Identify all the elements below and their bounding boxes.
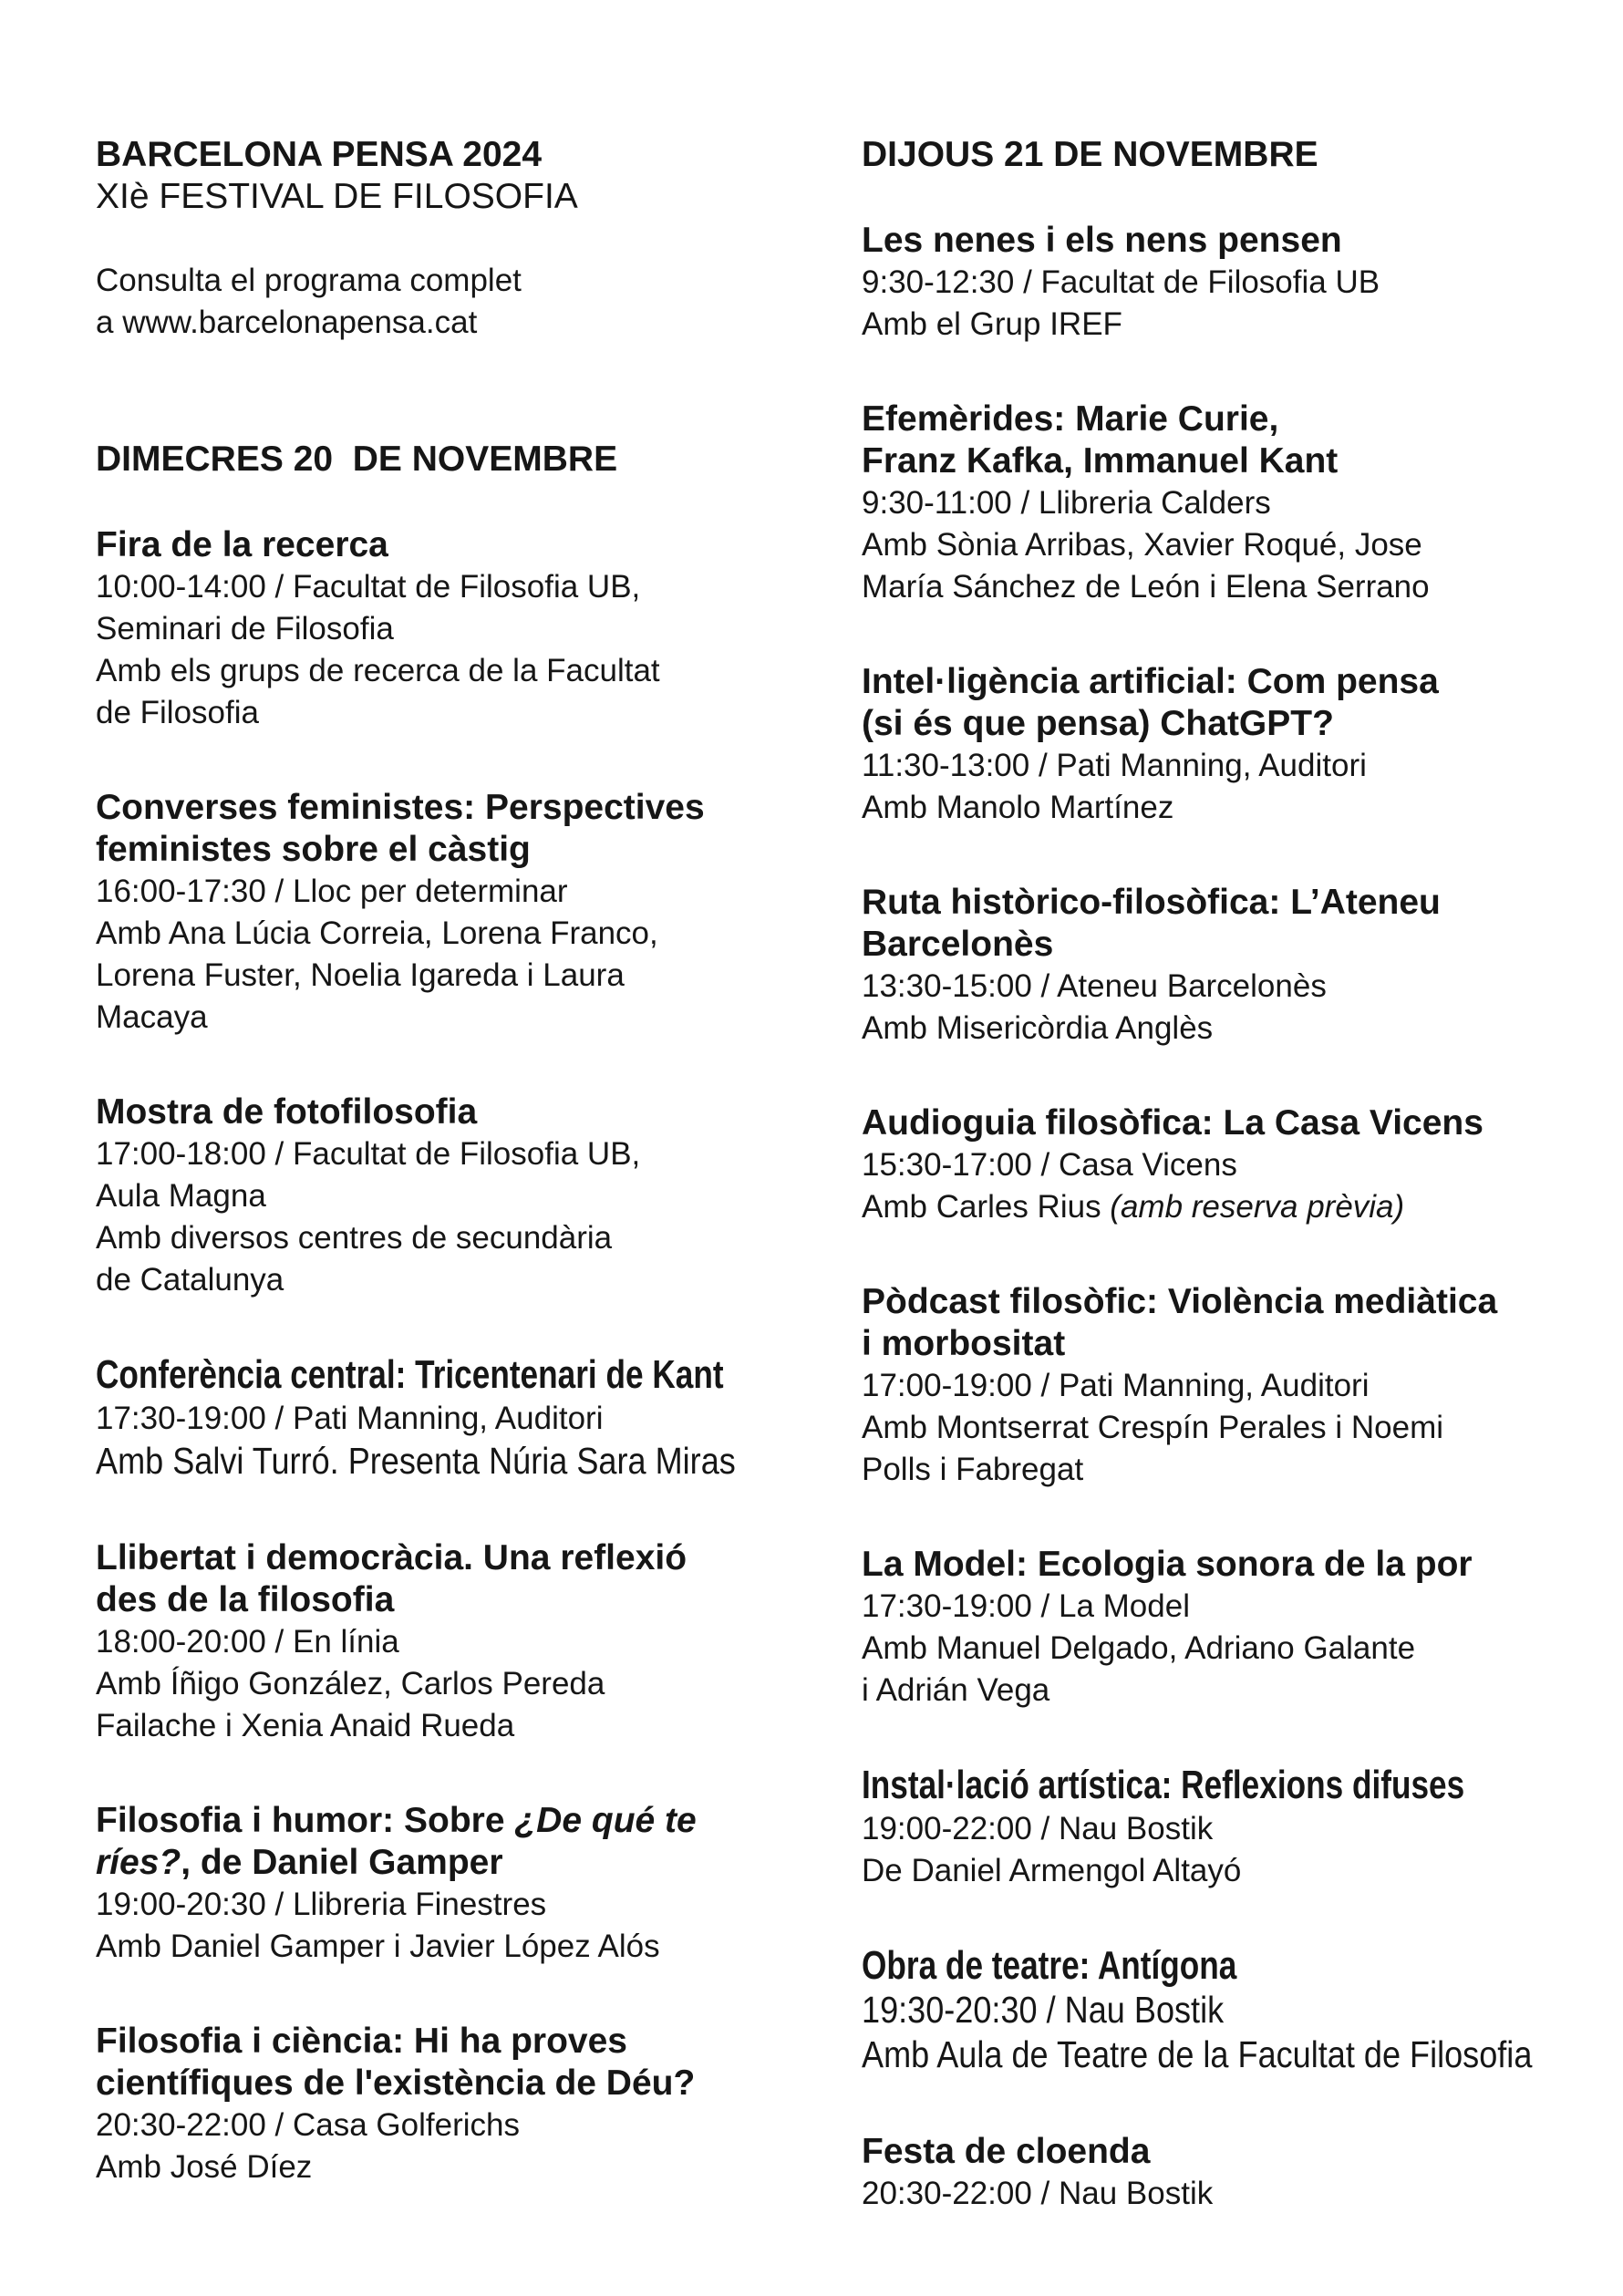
text: María Sánchez de León i Elena Serrano	[862, 569, 1430, 605]
event-title-line	[96, 788, 705, 827]
text: (si és que pensa) ChatGPT?	[862, 704, 1334, 743]
text: Polls i Fabregat	[862, 1452, 1084, 1487]
event-time-location	[96, 1401, 603, 1436]
event-item	[96, 1537, 816, 1747]
event-title	[862, 2131, 1582, 2173]
event-time-location	[862, 1989, 1224, 2031]
event-details	[862, 745, 1582, 829]
event-participants-line	[96, 695, 259, 730]
event-details	[96, 871, 816, 1039]
event-title	[96, 2021, 816, 2105]
text: Amb Sònia Arribas, Xavier Roqué, Jose	[862, 527, 1422, 563]
event-item	[96, 1800, 816, 1968]
text: Macaya	[96, 999, 208, 1035]
event-details	[862, 1144, 1582, 1228]
event-time-location	[862, 264, 1380, 300]
event-time-location	[862, 1811, 1213, 1846]
text: Amb Carles Rius	[862, 1189, 1111, 1225]
text: Failache i Xenia Anaid Rueda	[96, 1708, 515, 1743]
text: 16:00-17:30 / Lloc per determinar	[96, 874, 568, 909]
event-title-line	[862, 221, 1342, 260]
text: 9:30-11:00 / Llibreria Calders	[862, 485, 1271, 521]
event-item	[862, 1281, 1582, 1491]
event-title-line	[96, 1092, 477, 1132]
event-participants-line	[96, 653, 660, 688]
event-details	[862, 262, 1582, 346]
event-details	[96, 1398, 816, 1484]
event-time-location	[862, 968, 1327, 1004]
italic-text: (amb reserva prèvia)	[1110, 1189, 1405, 1225]
event-details	[862, 966, 1582, 1050]
event-participants-line	[96, 1220, 612, 1256]
event-title-line	[96, 1538, 687, 1577]
event-title-line	[96, 2063, 695, 2103]
event-item	[862, 1102, 1582, 1228]
text: Amb Manolo Martínez	[862, 790, 1174, 825]
event-item	[862, 220, 1582, 346]
text: Amb el Grup IREF	[862, 306, 1122, 342]
event-item	[862, 2131, 1582, 2215]
event-participants-line	[862, 306, 1122, 342]
event-participants-line	[96, 999, 208, 1035]
event-title	[862, 1281, 1582, 1365]
text: Amb Manuel Delgado, Adriano Galante	[862, 1630, 1416, 1666]
event-time-location	[862, 2176, 1213, 2211]
event-item	[96, 787, 816, 1039]
text: Amb els grups de recerca de la Facultat	[96, 653, 660, 688]
event-title-line	[862, 1324, 1065, 1363]
event-title-line	[862, 2132, 1150, 2171]
event-time-location	[96, 1624, 399, 1660]
event-time-location	[96, 1887, 546, 1922]
event-title-line	[96, 1580, 394, 1619]
event-list-wednesday	[96, 524, 816, 2188]
event-participants-line	[862, 527, 1422, 563]
event-title	[862, 1764, 1582, 1808]
text: Instal·lació artística: Reflexions difuses	[862, 1763, 1465, 1807]
event-participants-line	[96, 1708, 514, 1743]
event-participants-line	[862, 1010, 1213, 1046]
text: 19:00-22:00 / Nau Bostik	[862, 1811, 1214, 1846]
text: Seminari de Filosofia	[96, 611, 394, 646]
event-item	[862, 882, 1582, 1050]
text: feministes sobre el càstig	[96, 830, 531, 869]
text: La Model: Ecologia sonora de la por	[862, 1545, 1473, 1584]
day-header-thursday: DIJOUS 21 DE NOVEMBRE	[862, 135, 1318, 174]
text: Amb José Díez	[96, 2149, 313, 2185]
event-item	[96, 1091, 816, 1301]
event-details	[862, 2173, 1582, 2215]
event-details	[862, 1808, 1582, 1892]
italic-text: ríes?	[96, 1843, 181, 1882]
event-participants-line	[862, 1672, 1049, 1708]
text: Mostra de fotofilosofia	[96, 1092, 478, 1132]
day-header-wednesday: DIMECRES 20 DE NOVEMBRE	[96, 440, 618, 479]
event-participants-line	[862, 1452, 1083, 1487]
event-time-location	[96, 874, 568, 909]
text: Amb Aula de Teatre de la Facultat de Filosofia	[862, 2033, 1533, 2075]
event-details	[862, 1586, 1582, 1712]
event-title	[96, 1800, 816, 1884]
event-details	[862, 482, 1582, 608]
text: Llibertat i democràcia. Una reflexió	[96, 1538, 687, 1577]
text: Festa de cloenda	[862, 2132, 1151, 2171]
event-title-line	[862, 399, 1278, 439]
text: 20:30-22:00 / Nau Bostik	[862, 2176, 1214, 2211]
event-title-line	[96, 1843, 503, 1882]
event-participants-line	[96, 2149, 312, 2185]
text: Filosofia i humor: Sobre	[96, 1801, 515, 1840]
event-title-line	[862, 1282, 1497, 1321]
text: Intel·ligència artificial: Com pensa	[862, 662, 1439, 701]
text: de Filosofia	[96, 695, 259, 730]
text: 19:30-20:30 / Nau Bostik	[862, 1989, 1225, 2031]
intro-line: Consulta el programa complet	[96, 263, 522, 298]
masthead	[96, 134, 816, 218]
text: i Adrián Vega	[862, 1672, 1050, 1708]
event-title	[862, 1945, 1582, 1989]
event-list-thursday	[862, 220, 1582, 2215]
text: 11:30-13:00 / Pati Manning, Auditori	[862, 748, 1367, 783]
text: Efemèrides: Marie Curie,	[862, 399, 1279, 439]
event-participants-line	[96, 1262, 284, 1298]
text: 13:30-15:00 / Ateneu Barcelonès	[862, 968, 1327, 1004]
event-time-location	[862, 1147, 1237, 1183]
intro-line-website: a www.barcelonapensa.cat	[96, 305, 478, 340]
event-time-location	[96, 1136, 640, 1172]
event-title	[96, 1537, 816, 1621]
event-title-line	[862, 1545, 1473, 1584]
event-details	[96, 566, 816, 734]
event-participants-line	[96, 957, 625, 993]
event-title-line	[862, 925, 1053, 964]
event-title	[96, 787, 816, 871]
text: 9:30-12:30 / Facultat de Filosofia UB	[862, 264, 1380, 300]
text: Barcelonès	[862, 925, 1054, 964]
event-participants-line	[96, 1178, 266, 1214]
event-time-location	[862, 1588, 1190, 1624]
event-participants-line	[862, 790, 1173, 825]
text: Ruta històrico-filosòfica: L’Ateneu	[862, 883, 1441, 922]
event-time-location	[862, 748, 1367, 783]
event-title-line	[862, 704, 1334, 743]
event-details	[862, 1365, 1582, 1491]
event-item	[96, 2021, 816, 2188]
text: Conferència central: Tricentenari de Kant	[96, 1352, 724, 1397]
text: Amb Misericòrdia Anglès	[862, 1010, 1214, 1046]
text: 19:00-20:30 / Llibreria Finestres	[96, 1887, 547, 1922]
text: Converses feministes: Perspectives	[96, 788, 705, 827]
text: 10:00-14:00 / Facultat de Filosofia UB,	[96, 569, 641, 605]
text: Pòdcast filosòfic: Violència mediàtica	[862, 1282, 1498, 1321]
text: Obra de teatre: Antígona	[862, 1943, 1237, 1988]
text: Amb diversos centres de secundària	[96, 1220, 613, 1256]
event-details	[862, 1989, 1582, 2078]
event-title	[862, 661, 1582, 745]
text: Lorena Fuster, Noelia Igareda i Laura	[96, 957, 625, 993]
event-item	[96, 524, 816, 734]
event-details	[96, 2105, 816, 2188]
event-title-line	[96, 830, 531, 869]
event-title	[862, 882, 1582, 966]
festival-title: BARCELONA PENSA 2024	[96, 135, 543, 174]
event-participants-line	[862, 1853, 1241, 1888]
text: de Catalunya	[96, 1262, 284, 1298]
event-participants-line	[96, 611, 394, 646]
text: 15:30-17:00 / Casa Vicens	[862, 1147, 1237, 1183]
italic-text: ¿De qué te	[514, 1801, 697, 1840]
event-title-line	[96, 1354, 724, 1396]
text: Amb Salvi Turró. Presenta Núria Sara Miras	[96, 1440, 736, 1482]
event-participants-line	[862, 1630, 1415, 1666]
text: Amb Montserrat Crespín Perales i Noemi	[862, 1410, 1443, 1445]
event-participants-line	[96, 1440, 736, 1482]
text: 17:30-19:00 / Pati Manning, Auditori	[96, 1401, 604, 1436]
text: Amb Íñigo González, Carlos Pereda	[96, 1666, 605, 1701]
event-title	[96, 1354, 816, 1398]
event-item	[862, 661, 1582, 829]
event-participants-line	[862, 1410, 1443, 1445]
text: científiques de l'existència de Déu?	[96, 2063, 696, 2103]
event-title	[862, 398, 1582, 482]
column-wednesday	[96, 134, 816, 2215]
text: Amb Daniel Gamper i Javier López Alós	[96, 1929, 660, 1964]
event-participants-line	[96, 915, 658, 951]
event-item	[862, 1544, 1582, 1712]
event-participants-line	[862, 569, 1430, 605]
text: 20:30-22:00 / Casa Golferichs	[96, 2107, 520, 2143]
event-title-line	[96, 525, 388, 564]
event-title-line	[96, 2022, 627, 2061]
event-details	[96, 1621, 816, 1747]
text: des de la filosofia	[96, 1580, 395, 1619]
text: i morbositat	[862, 1324, 1066, 1363]
event-title-line	[862, 883, 1441, 922]
text: Les nenes i els nens pensen	[862, 221, 1342, 260]
event-title	[96, 1091, 816, 1133]
text: 17:00-18:00 / Facultat de Filosofia UB,	[96, 1136, 641, 1172]
event-participants-line	[96, 1929, 660, 1964]
event-participants-line	[96, 1666, 605, 1701]
event-title	[862, 1102, 1582, 1144]
event-title-line	[96, 1801, 697, 1840]
text: Fira de la recerca	[96, 525, 388, 564]
event-item	[862, 398, 1582, 608]
event-title	[862, 1544, 1582, 1586]
text: De Daniel Armengol Altayó	[862, 1853, 1242, 1888]
event-participants-line	[862, 2033, 1532, 2075]
text: 17:00-19:00 / Pati Manning, Auditori	[862, 1368, 1370, 1403]
festival-subtitle: XIè FESTIVAL DE FILOSOFIA	[96, 177, 578, 216]
event-title-line	[862, 1103, 1483, 1143]
event-time-location	[96, 2107, 520, 2143]
event-title-line	[862, 441, 1338, 481]
event-title-line	[862, 662, 1439, 701]
event-title-line	[862, 1945, 1236, 1987]
text: Audioguia filosòfica: La Casa Vicens	[862, 1103, 1483, 1143]
event-item	[862, 1764, 1582, 1892]
event-details	[96, 1133, 816, 1301]
column-thursday	[862, 134, 1582, 2215]
event-item	[862, 1945, 1582, 2078]
text: , de Daniel Gamper	[181, 1843, 503, 1882]
text: Filosofia i ciència: Hi ha proves	[96, 2022, 628, 2061]
text: Franz Kafka, Immanuel Kant	[862, 441, 1339, 481]
text: Aula Magna	[96, 1178, 266, 1214]
event-participants-line	[862, 1189, 1404, 1225]
event-item	[96, 1354, 816, 1484]
text: 17:30-19:00 / La Model	[862, 1588, 1190, 1624]
intro-text	[96, 260, 816, 344]
event-details	[96, 1884, 816, 1968]
text: 18:00-20:00 / En línia	[96, 1624, 399, 1660]
event-time-location	[862, 485, 1271, 521]
event-title	[862, 220, 1582, 262]
event-title-line	[862, 1764, 1464, 1806]
event-time-location	[862, 1368, 1369, 1403]
event-title	[96, 524, 816, 566]
event-time-location	[96, 569, 640, 605]
text: Amb Ana Lúcia Correia, Lorena Franco,	[96, 915, 658, 951]
